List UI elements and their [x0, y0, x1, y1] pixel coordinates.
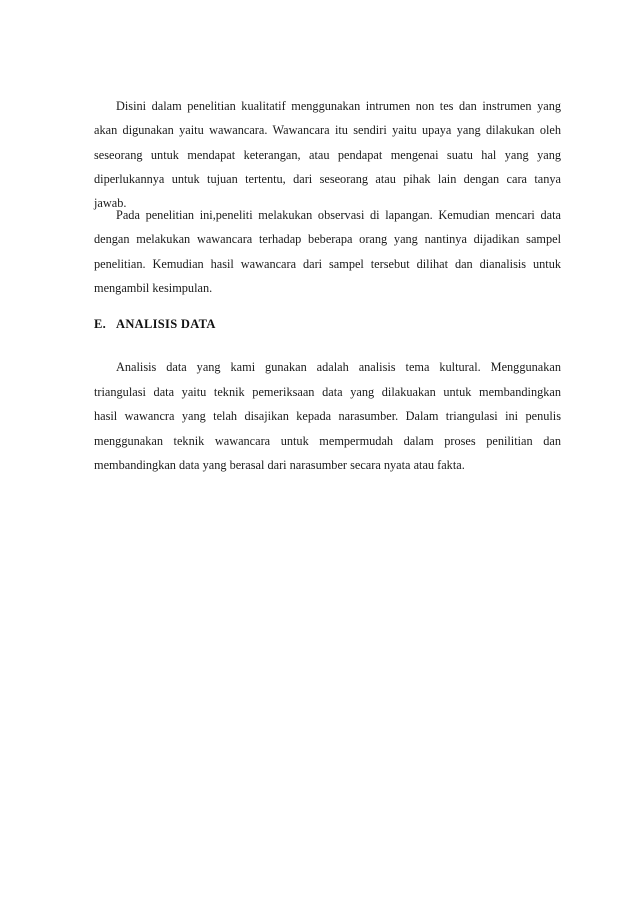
paragraph-instrumen — [94, 94, 561, 215]
section-heading — [94, 317, 216, 332]
paragraph-line: jawab. — [94, 196, 127, 211]
paragraph-line: hasil wawancra yang telah disajikan kepada narasumber. Dalam triangulasi ini penulis — [94, 409, 561, 424]
paragraph-line: akan digunakan yaitu wawancara. Wawancara itu sendiri yaitu upaya yang dilakukan oleh — [94, 123, 561, 138]
paragraph-line: triangulasi data yaitu teknik pemeriksaan data yang dilakuakan untuk membandingkan — [94, 384, 561, 399]
paragraph-line: Analisis data yang kami gunakan adalah analisis tema kultural. Menggunakan — [116, 360, 561, 374]
paragraph-line: penelitian. Kemudian hasil wawancara dari sampel tersebut dilihat dan dianalisis untuk — [94, 256, 561, 271]
paragraph-line: menggunakan teknik wawancara untuk mempermudah dalam proses penilitian dan — [94, 433, 561, 448]
section-title: ANALISIS DATA — [116, 317, 216, 331]
paragraph-line: membandingkan data yang berasal dari narasumber secara nyata atau fakta. — [94, 458, 465, 473]
paragraph-analisis — [94, 355, 561, 478]
paragraph-line: mengambil kesimpulan. — [94, 280, 213, 295]
paragraph-observasi — [94, 203, 561, 300]
paragraph-line: dengan melakukan wawancara terhadap beberapa orang yang nantinya dijadikan sampel — [94, 232, 561, 247]
paragraph-line: Disini dalam penelitian kualitatif menggunakan intrumen non tes dan instrumen yang — [116, 99, 561, 113]
section-number: E. — [94, 317, 107, 331]
paragraph-line: diperlukannya untuk tujuan tertentu, dari seseorang atau pihak lain dengan cara tanya — [94, 171, 561, 186]
paragraph-line: Pada penelitian ini,peneliti melakukan observasi di lapangan. Kemudian mencari data — [116, 208, 561, 222]
paragraph-line: seseorang untuk mendapat keterangan, atau pendapat mengenai suatu hal yang yang — [94, 147, 561, 162]
